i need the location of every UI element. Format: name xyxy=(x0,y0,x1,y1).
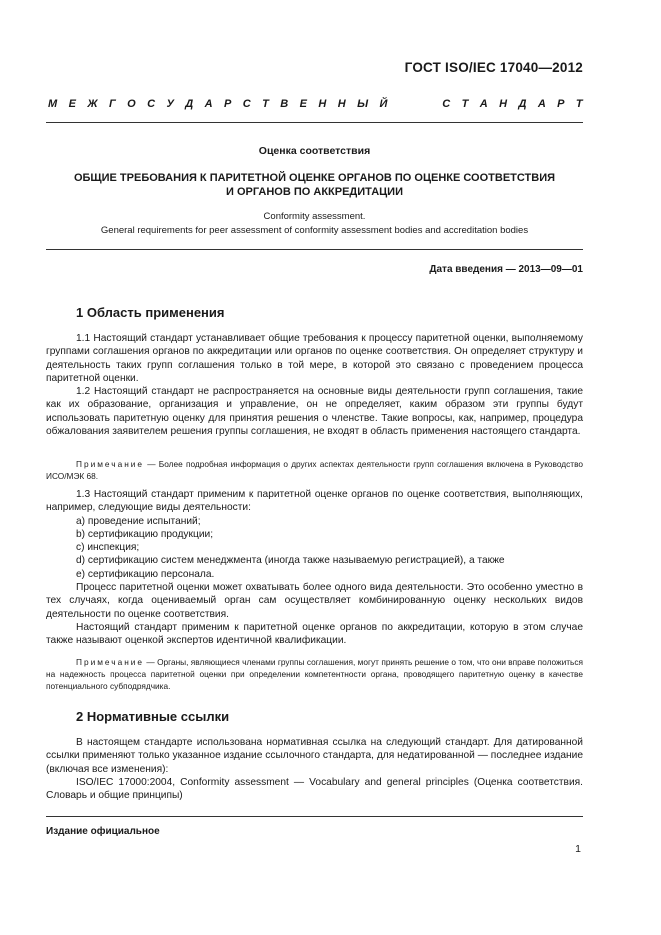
banner-letter: Д xyxy=(185,98,194,110)
paragraph-1-4: Процесс паритетной оценки может охватывать более одного вида деятельности. Это особенно уместно в тех случаях, когда оцениваемый орган сам осуществляет комбинированную оценку нескольких видов деятельности по оценке соответствия. xyxy=(46,582,583,620)
document-title xyxy=(46,171,583,199)
note-2 xyxy=(46,656,583,692)
paragraph-1-3: 1.3 Настоящий стандарт применим к паритетной оценке органов по оценке соответствия, выполняющих, например, следующие виды деятельности: xyxy=(46,489,583,514)
banner-letter: Е xyxy=(299,98,307,110)
section-1-heading: 1 Область применения xyxy=(76,305,225,320)
top-divider xyxy=(46,122,583,123)
banner-letter: Ы xyxy=(357,98,369,110)
official-edition-label: Издание официальное xyxy=(46,826,160,837)
banner-letter: У xyxy=(166,98,174,110)
paragraph-1-2: 1.2 Настоящий стандарт не распространяется на основные виды деятельности групп соглашения, такие как их образование, организация и управление, он не определяет, каким образом эти группы будут использовать паритетную оценку для принятия решения о членстве. Такие вопросы, как, например, процедура обжалования заявителем решения группы соглашения, не входят в область применения настоящего стандарта. xyxy=(46,386,583,438)
effective-date: Дата введения — 2013—09—01 xyxy=(429,264,583,275)
note-1-label: Примечание xyxy=(76,459,145,469)
section-2-body xyxy=(46,736,583,802)
banner-letter xyxy=(413,98,416,110)
document-title-line-2: И ОРГАНОВ ПО АККРЕДИТАЦИИ xyxy=(226,186,403,198)
paragraph-2-2: ISO/IEC 17000:2004, Conformity assessment — Vocabulary and general principles (Оценка соответствия. Словарь и общие принципы) xyxy=(46,776,583,802)
banner-letter: Н xyxy=(318,98,327,110)
banner-letter: А xyxy=(204,98,213,110)
banner-letter: Н xyxy=(337,98,346,110)
banner-letter xyxy=(399,98,402,110)
banner-letter: О xyxy=(127,98,136,110)
footer-divider xyxy=(46,816,583,817)
document-subtitle: Оценка соответствия xyxy=(258,145,371,157)
banner-letter: А xyxy=(537,98,546,110)
section-1-body-b xyxy=(46,488,583,648)
banner-letter: С xyxy=(242,98,251,110)
section-2-heading: 2 Нормативные ссылки xyxy=(76,709,230,724)
banner-letter: Т xyxy=(575,98,583,110)
note-1-text: — Более подробная информация о других аспектах деятельности групп соглашения включена в Руководство ИСО/МЭК 68. xyxy=(46,459,583,481)
note-1 xyxy=(46,458,583,482)
banner-letter: С xyxy=(147,98,156,110)
note-2-label: Примечание xyxy=(76,657,145,667)
banner-letter: А xyxy=(479,98,488,110)
list-item-b: b) сертификацию продукции; xyxy=(76,528,214,540)
banner-letter: В xyxy=(280,98,289,110)
list-item-a: a) проведение испытаний; xyxy=(76,515,201,527)
banner-letter: Р xyxy=(224,98,232,110)
list-item-c: c) инспекция; xyxy=(76,542,140,554)
note-2-text: — Органы, являющиеся членами группы соглашения, могут принять решение о том, что они вправе положиться на надежность процесса паритетной оценки при определении компетентности органа, проводящего паритетную оценку в качестве потенциального субподрядчика. xyxy=(46,657,583,691)
banner-letter xyxy=(428,98,431,110)
title-divider xyxy=(46,249,583,250)
english-title-line-1: Conformity assessment. xyxy=(263,211,366,222)
english-title-line-2: General requirements for peer assessment of conformity assessment bodies and accreditation bodies xyxy=(100,225,529,236)
paragraph-1-1: 1.1 Настоящий стандарт устанавливает общие требования к процессу паритетной оценки, выполняемому группами соглашения органов по аккредитации или органов по оценке соответствия. Он определяет структуру и деятельность таких групп соглашения только в той мере, в которой это связано с проведением процесса паритетной оценки. xyxy=(46,333,583,384)
banner-letter: Р xyxy=(557,98,565,110)
section-1-body-a xyxy=(46,332,583,438)
paragraph-1-5: Настоящий стандарт применим к паритетной оценке органов по аккредитации, которую в этом случае также называют оценкой экспертов идентичной квалификации. xyxy=(46,621,583,647)
banner-letter: Д xyxy=(518,98,527,110)
document-title-line-1: ОБЩИЕ ТРЕБОВАНИЯ К ПАРИТЕТНОЙ ОЦЕНКЕ ОРГАНОВ ПО ОЦЕНКЕ СООТВЕТСТВИЯ xyxy=(73,172,556,184)
paragraph-2-1: В настоящем стандарте использована нормативная ссылка на следующий стандарт. Для датированной ссылки применяют только указанное издание ссылочного стандарта, для недатированной — последнее издание (включая все изменения): xyxy=(46,737,583,775)
banner-letter: Й xyxy=(379,98,388,110)
banner-letter: Н xyxy=(499,98,508,110)
banner-letter: Е xyxy=(68,98,76,110)
banner-letter: Т xyxy=(262,98,269,110)
banner-letter: Ж xyxy=(87,98,98,110)
english-title xyxy=(46,210,583,238)
interstate-standard-banner xyxy=(48,98,583,110)
page-number: 1 xyxy=(575,843,581,855)
document-number: ГОСТ ISO/IEC 17040—2012 xyxy=(404,60,583,75)
banner-letter: М xyxy=(48,98,58,110)
banner-letter: Г xyxy=(108,98,116,110)
list-item-e: e) сертификацию персонала. xyxy=(76,568,215,580)
list-item-d: d) сертификацию систем менеджмента (иногда также называемую регистрацией), а также xyxy=(76,555,505,567)
banner-letter: С xyxy=(442,98,451,110)
banner-letter: Т xyxy=(461,98,469,110)
